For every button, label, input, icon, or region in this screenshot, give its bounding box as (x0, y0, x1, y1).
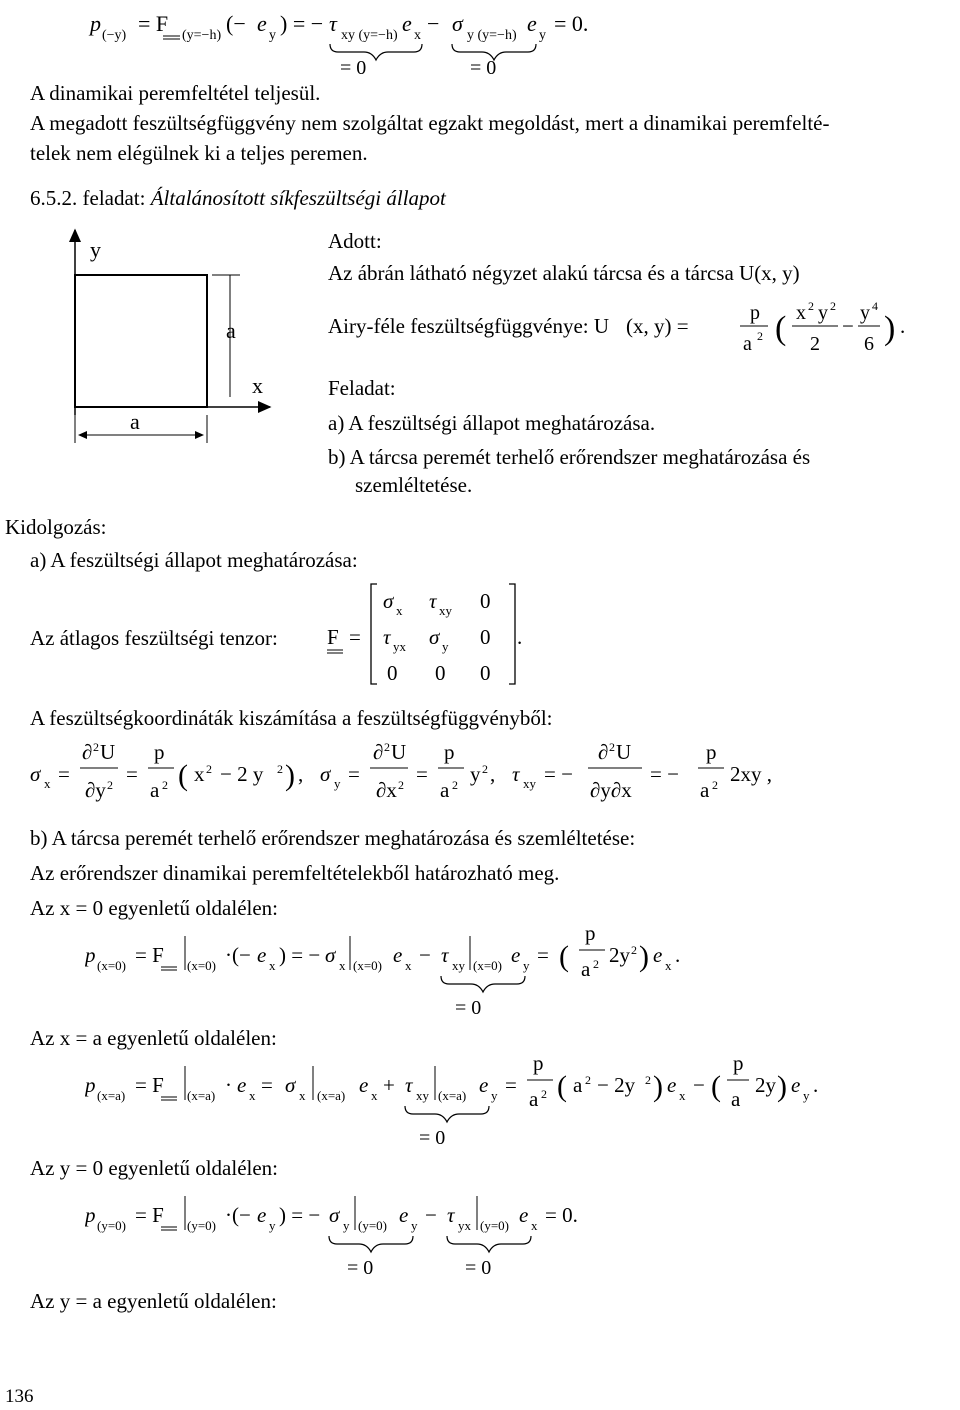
svg-text:·: · (225, 1073, 232, 1097)
svg-text:xy: xy (452, 958, 465, 973)
stress-intro: A feszültségkoordináták kiszámítása a feszültségfüggvényből: (30, 706, 553, 730)
svg-text:a: a (731, 1087, 741, 1111)
svg-text:) = −: ) = − (279, 1203, 321, 1227)
svg-text:τ: τ (512, 762, 520, 786)
svg-text:e: e (479, 1073, 489, 1097)
given-line-2 (328, 292, 948, 372)
svg-text:2: 2 (107, 778, 113, 792)
svg-text:·(−: ·(− (225, 943, 251, 967)
svg-text:): ) (653, 1070, 663, 1103)
svg-text:2: 2 (808, 299, 814, 313)
svg-text:(: ( (559, 940, 569, 973)
svg-text:0: 0 (480, 661, 491, 685)
svg-text:2: 2 (277, 762, 283, 776)
svg-text:y (y=−h): y (y=−h) (467, 28, 517, 43)
svg-text:+: + (383, 1073, 395, 1097)
tensor-label: Az átlagos feszültségi tenzor: (30, 626, 278, 650)
svg-text:e: e (653, 943, 663, 967)
svg-text:0: 0 (387, 661, 398, 685)
top-formula-svg (0, 0, 960, 80)
svg-text:σ: σ (30, 762, 41, 786)
solution-a-heading: a) A feszültségi állapot meghatározása: (30, 548, 358, 572)
svg-text:) = −: ) = − (280, 11, 324, 36)
paragraph-2-line-1: A megadott feszültségfüggvény nem szolgáltat egzakt megoldást, mert a dinamikai peremfelté- (30, 111, 830, 135)
svg-text:y: y (470, 762, 481, 786)
side-3-zero-2: = 0 (465, 1257, 492, 1279)
svg-text:e: e (257, 11, 267, 36)
svg-text:(y=−h): (y=−h) (182, 28, 222, 43)
solution-b-heading: b) A tárcsa peremét terhelő erőrendszer meghatározása és szemléltetése: (30, 826, 636, 850)
svg-text:.: . (900, 314, 906, 338)
svg-text:2: 2 (645, 1073, 651, 1087)
svg-text:τ: τ (429, 589, 437, 613)
svg-text:2y: 2y (609, 943, 630, 967)
svg-text:(: ( (178, 759, 188, 792)
side-1-label: Az x = 0 egyenletű oldalélen: (30, 896, 279, 920)
svg-text:(x=a): (x=a) (438, 1088, 467, 1103)
svg-text:=: = (537, 943, 549, 967)
svg-text:=: = (126, 762, 138, 786)
stress-formulas (30, 735, 930, 821)
svg-text:(x=0): (x=0) (473, 958, 502, 973)
svg-text:x: x (405, 958, 412, 973)
problem-b-line-2: szemléltetése. (355, 473, 473, 497)
svg-text:.: . (813, 1073, 819, 1097)
svg-text:e: e (511, 943, 521, 967)
svg-text:∂y∂x: ∂y∂x (590, 778, 632, 802)
svg-text:6: 6 (864, 333, 874, 355)
svg-text:y: y (491, 1088, 498, 1103)
svg-text:=: = (505, 1073, 517, 1097)
svg-text:(y=0): (y=0) (358, 1218, 387, 1233)
svg-text:a: a (573, 1073, 583, 1097)
svg-text:x: x (339, 958, 346, 973)
svg-text:=: = (58, 762, 70, 786)
solution-heading: Kidolgozás: (5, 515, 107, 539)
svg-text:F: F (327, 625, 339, 649)
svg-text:y: y (343, 1218, 350, 1233)
svg-text:U: U (391, 740, 407, 764)
svg-text:y: y (803, 1088, 810, 1103)
top-formula (0, 0, 960, 80)
svg-text:2: 2 (631, 943, 637, 957)
svg-text:(x=a): (x=a) (97, 1088, 126, 1103)
svg-text:): ) (639, 940, 649, 973)
given-line-1: Az ábrán látható négyzet alakú tárcsa és a tárcsa U(x, y) (328, 261, 800, 285)
svg-text:= F: = F (138, 11, 169, 36)
svg-text:= F: = F (135, 943, 164, 967)
svg-text:): ) (884, 310, 896, 347)
svg-text:2: 2 (541, 1087, 547, 1101)
top-underbrace-2: = 0 (470, 57, 497, 79)
svg-text:,: , (490, 762, 496, 786)
svg-text:σ: σ (429, 625, 440, 649)
svg-text:xy: xy (439, 603, 452, 618)
svg-text:2: 2 (398, 778, 404, 792)
svg-text:p: p (444, 740, 455, 764)
svg-text:(y=0): (y=0) (97, 1218, 126, 1233)
svg-text:e: e (667, 1073, 677, 1097)
svg-text:(x=0): (x=0) (353, 958, 382, 973)
svg-text:2: 2 (585, 1073, 591, 1087)
svg-text:p: p (85, 943, 96, 967)
svg-text:2: 2 (384, 740, 390, 754)
svg-text:p: p (733, 1052, 744, 1075)
svg-text:τ: τ (405, 1073, 413, 1097)
svg-text:τ: τ (329, 11, 337, 36)
svg-text:p: p (706, 740, 717, 764)
svg-text:e: e (237, 1073, 247, 1097)
svg-text:0: 0 (435, 661, 446, 685)
svg-text:p: p (85, 1203, 96, 1227)
svg-text:2y: 2y (755, 1073, 776, 1097)
svg-text:(: ( (711, 1070, 721, 1103)
axis-y-label: y (90, 237, 101, 262)
svg-text:2: 2 (482, 762, 488, 776)
svg-text:τ: τ (441, 943, 449, 967)
svg-text:(x=0): (x=0) (97, 958, 126, 973)
svg-text:.: . (517, 625, 523, 649)
square-plate (75, 275, 207, 407)
axis-x-label: x (252, 373, 263, 398)
svg-text:2: 2 (593, 957, 599, 971)
svg-text:(y=0): (y=0) (187, 1218, 216, 1233)
side-4-label: Az y = a egyenletű oldalélen: (30, 1289, 277, 1313)
svg-text:x: x (531, 1218, 538, 1233)
svg-text:= F: = F (135, 1073, 164, 1097)
svg-text:− 2 y: − 2 y (220, 762, 264, 786)
side-3-formula (85, 1182, 685, 1288)
svg-text:e: e (402, 11, 412, 36)
given-heading: Adott: (328, 229, 382, 253)
svg-text:y: y (523, 958, 530, 973)
svg-text:∂: ∂ (373, 740, 384, 764)
svg-text:0: 0 (480, 625, 491, 649)
svg-text:x: x (44, 776, 51, 791)
svg-text:y: y (334, 776, 341, 791)
svg-text:a: a (440, 778, 450, 802)
problem-heading: Feladat: (328, 376, 396, 400)
svg-text:= F: = F (135, 1203, 164, 1227)
svg-text:xy: xy (416, 1088, 429, 1103)
svg-text:) = −: ) = − (279, 943, 321, 967)
side-1-formula (85, 922, 735, 1028)
svg-text:a: a (743, 333, 752, 355)
svg-text:τ: τ (447, 1203, 455, 1227)
svg-text:xy: xy (523, 776, 536, 791)
svg-text:): ) (285, 759, 295, 792)
svg-text:2: 2 (712, 778, 718, 792)
svg-text:p: p (154, 740, 165, 764)
svg-text:yx: yx (393, 639, 406, 654)
svg-text:σ: σ (329, 1203, 340, 1227)
svg-text:p: p (750, 302, 760, 324)
svg-text:σ: σ (320, 762, 331, 786)
svg-text:(x=a): (x=a) (317, 1088, 346, 1103)
svg-text:y: y (442, 639, 449, 654)
svg-text:,: , (298, 762, 304, 786)
svg-text:= −: = − (544, 762, 573, 786)
svg-text:a: a (529, 1087, 539, 1111)
solution-b-intro: Az erőrendszer dinamikai peremfeltételekből határozható meg. (30, 861, 560, 885)
svg-text:y: y (269, 28, 276, 43)
svg-text:2: 2 (93, 740, 99, 754)
svg-text:∂y: ∂y (85, 778, 106, 802)
svg-text:(: ( (557, 1070, 567, 1103)
paragraph-2-line-2: telek nem elégülnek ki a teljes peremen. (30, 141, 368, 165)
svg-text:x: x (396, 603, 403, 618)
side-2-label: Az x = a egyenletű oldalélen: (30, 1026, 277, 1050)
svg-text:=: = (416, 762, 428, 786)
svg-text:−: − (427, 11, 440, 36)
problem-a: a) A feszültségi állapot meghatározása. (328, 411, 656, 435)
svg-text:.: . (675, 943, 681, 967)
svg-text:e: e (527, 11, 537, 36)
svg-text:−: − (419, 943, 431, 967)
svg-text:τ: τ (383, 625, 391, 649)
svg-text:e: e (399, 1203, 409, 1227)
svg-text:2: 2 (609, 740, 615, 754)
svg-text:2xy ,: 2xy , (730, 762, 772, 786)
svg-text:σ: σ (452, 11, 463, 36)
svg-text:e: e (257, 1203, 267, 1227)
square-plate-figure (0, 215, 320, 445)
svg-text:σ: σ (383, 589, 394, 613)
svg-text:y: y (411, 1218, 418, 1233)
svg-text:x: x (679, 1088, 686, 1103)
svg-text:2: 2 (757, 329, 763, 343)
problem-b-line-1: b) A tárcsa peremét terhelő erőrendszer meghatározása és (328, 445, 811, 469)
svg-text:xy (y=−h): xy (y=−h) (341, 28, 398, 43)
svg-text:∂: ∂ (598, 740, 609, 764)
side-2-formula (85, 1052, 845, 1158)
svg-text:a: a (700, 778, 710, 802)
svg-text:p: p (85, 1073, 96, 1097)
side-vertical-label: a (226, 318, 236, 343)
svg-text:): ) (777, 1070, 787, 1103)
svg-text:a: a (581, 957, 591, 981)
svg-text:e: e (393, 943, 403, 967)
svg-text:=: = (261, 1073, 273, 1097)
svg-text:2: 2 (810, 333, 820, 355)
svg-text:= 0.: = 0. (554, 11, 589, 36)
task-number: 6.5.2. feladat: (30, 186, 146, 210)
svg-text:− 2y: − 2y (597, 1073, 636, 1097)
svg-text:y: y (860, 302, 870, 324)
svg-text:x: x (414, 28, 421, 43)
svg-text:−: − (425, 1203, 437, 1227)
svg-text:(x=0): (x=0) (187, 958, 216, 973)
svg-text:x: x (665, 958, 672, 973)
svg-text:e: e (791, 1073, 801, 1097)
svg-text:y: y (539, 28, 546, 43)
svg-text:2: 2 (452, 778, 458, 792)
svg-text:x: x (371, 1088, 378, 1103)
svg-text:Airy-féle feszültségfüggvénye:: Airy-féle feszültségfüggvénye: U (328, 314, 610, 338)
svg-text:2: 2 (830, 299, 836, 313)
top-underbrace-1: = 0 (340, 57, 367, 79)
svg-text:e: e (519, 1203, 529, 1227)
svg-text:p: p (533, 1052, 544, 1075)
svg-text:·(−: ·(− (225, 1203, 251, 1227)
paragraph-1: A dinamikai peremfeltétel teljesül. (30, 81, 321, 105)
svg-text:−: − (842, 314, 854, 338)
svg-text:(y=0): (y=0) (480, 1218, 509, 1233)
svg-text:σ: σ (285, 1073, 296, 1097)
svg-text:2: 2 (206, 762, 212, 776)
svg-text:e: e (359, 1073, 369, 1097)
svg-text:e: e (257, 943, 267, 967)
svg-text:(−: (− (226, 11, 246, 36)
svg-text:y: y (269, 1218, 276, 1233)
task-heading (30, 185, 446, 211)
svg-text:∂x: ∂x (376, 778, 397, 802)
svg-text:= 0.: = 0. (545, 1203, 578, 1227)
svg-text:= −: = − (650, 762, 679, 786)
svg-text:a: a (150, 778, 160, 802)
svg-text:x: x (249, 1088, 256, 1103)
svg-text:(−y): (−y) (102, 28, 127, 43)
svg-text:p: p (90, 11, 101, 36)
svg-text:y: y (818, 302, 828, 324)
side-3-zero-1: = 0 (347, 1257, 374, 1279)
svg-text:(: ( (775, 310, 787, 347)
svg-text:x: x (796, 302, 806, 324)
svg-text:4: 4 (872, 299, 878, 313)
side-3-label: Az y = 0 egyenletű oldalélen: (30, 1156, 279, 1180)
svg-text:σ: σ (325, 943, 336, 967)
svg-text:x: x (269, 958, 276, 973)
page-number: 136 (5, 1386, 34, 1407)
svg-text:p: p (585, 922, 596, 945)
svg-text:2: 2 (162, 778, 168, 792)
svg-text:yx: yx (458, 1218, 471, 1233)
svg-text:−: − (693, 1073, 705, 1097)
side-2-zero: = 0 (419, 1127, 446, 1149)
svg-text:(x=a): (x=a) (187, 1088, 216, 1103)
svg-text:=: = (348, 762, 360, 786)
side-1-zero: = 0 (455, 997, 482, 1019)
svg-text:x: x (194, 762, 205, 786)
svg-text:x: x (299, 1088, 306, 1103)
svg-text:0: 0 (480, 589, 491, 613)
svg-text:∂: ∂ (82, 740, 93, 764)
task-title: Általánosított síkfeszültségi állapot (150, 186, 446, 210)
svg-text:(x, y) =: (x, y) = (626, 314, 689, 338)
tensor-formula (325, 578, 525, 696)
svg-text:U: U (100, 740, 116, 764)
side-horizontal-label: a (130, 409, 140, 434)
svg-text:=: = (349, 625, 361, 649)
svg-text:U: U (616, 740, 632, 764)
